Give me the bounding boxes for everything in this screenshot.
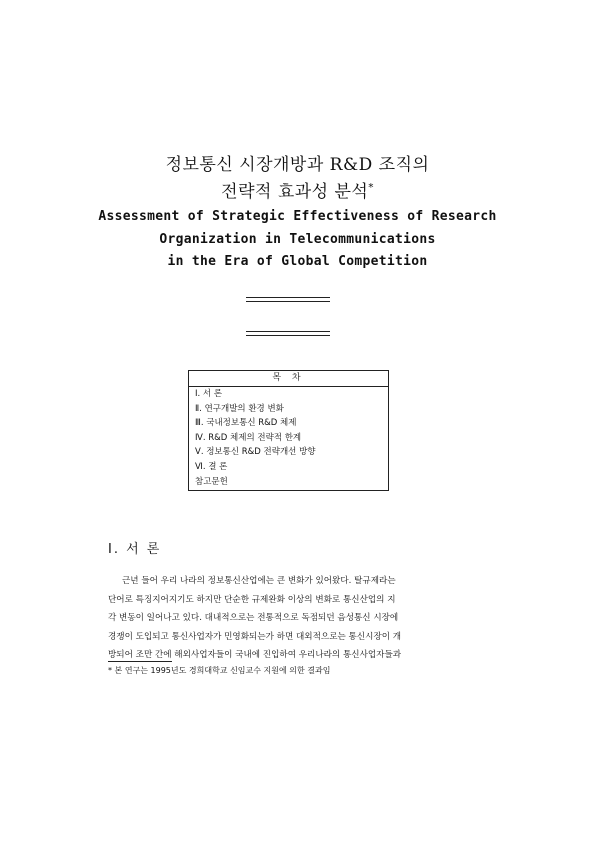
toc-item[interactable]: Ⅳ. R&D 체제의 전략적 한계	[195, 432, 302, 443]
toc-title: 목 차	[189, 371, 388, 387]
double-rule-upper	[246, 297, 330, 302]
body-paragraph	[108, 572, 474, 665]
toc-item[interactable]: Ⅲ. 국내정보통신 R&D 체제	[195, 418, 297, 429]
footnote-separator	[108, 661, 172, 662]
toc-item[interactable]: Ⅵ. 결 론	[195, 461, 228, 472]
section-heading: Ⅰ. 서 론	[108, 542, 162, 557]
title-footnote-mark: *	[368, 182, 374, 194]
korean-title-text: 전략적 효과성 분석	[221, 182, 369, 202]
toc-item[interactable]: Ⅰ. 서 론	[195, 389, 223, 399]
body-line: 방되어 조만 간에 해외사업자들이 국내에 진입하여 우리나라의 통신사업자들과	[108, 650, 402, 660]
double-rule-lower	[246, 331, 330, 336]
body-line: 경쟁이 도입되고 통신사업자가 민영화되는가 하면 대외적으로는 통신시장이 개	[108, 631, 402, 642]
body-line: 단어로 특징지어지기도 하지만 단순한 규제완화 이상의 변화로 통신산업의 지	[108, 594, 396, 605]
korean-title-line-2	[0, 177, 595, 202]
body-line: 근년 들어 우리 나라의 정보통신산업에는 큰 변화가 있어왔다. 탈규제라는	[122, 576, 396, 586]
table-of-contents-box	[188, 370, 389, 491]
korean-title-line-1: 정보통신 시장개방과 R&D 조직의	[165, 155, 430, 175]
english-title-line-1: Assessment of Strategic Effectiveness of Research	[98, 209, 497, 224]
footnote: * 본 연구는 1995년도 경희대학교 신임교수 지원에 의한 결과임	[108, 666, 331, 675]
english-title-line-2: Organization in Telecommunications	[159, 232, 436, 247]
toc-item[interactable]: 참고문헌	[195, 476, 228, 487]
toc-item[interactable]: Ⅴ. 정보통신 R&D 전략개선 방향	[195, 447, 316, 458]
english-title-line-3: in the Era of Global Competition	[167, 254, 428, 269]
toc-item[interactable]: Ⅱ. 연구개발의 환경 변화	[195, 403, 284, 414]
body-line: 각 변동이 일어나고 있다. 대내적으로는 전통적으로 독점되던 음성통신 시장에	[108, 613, 399, 623]
